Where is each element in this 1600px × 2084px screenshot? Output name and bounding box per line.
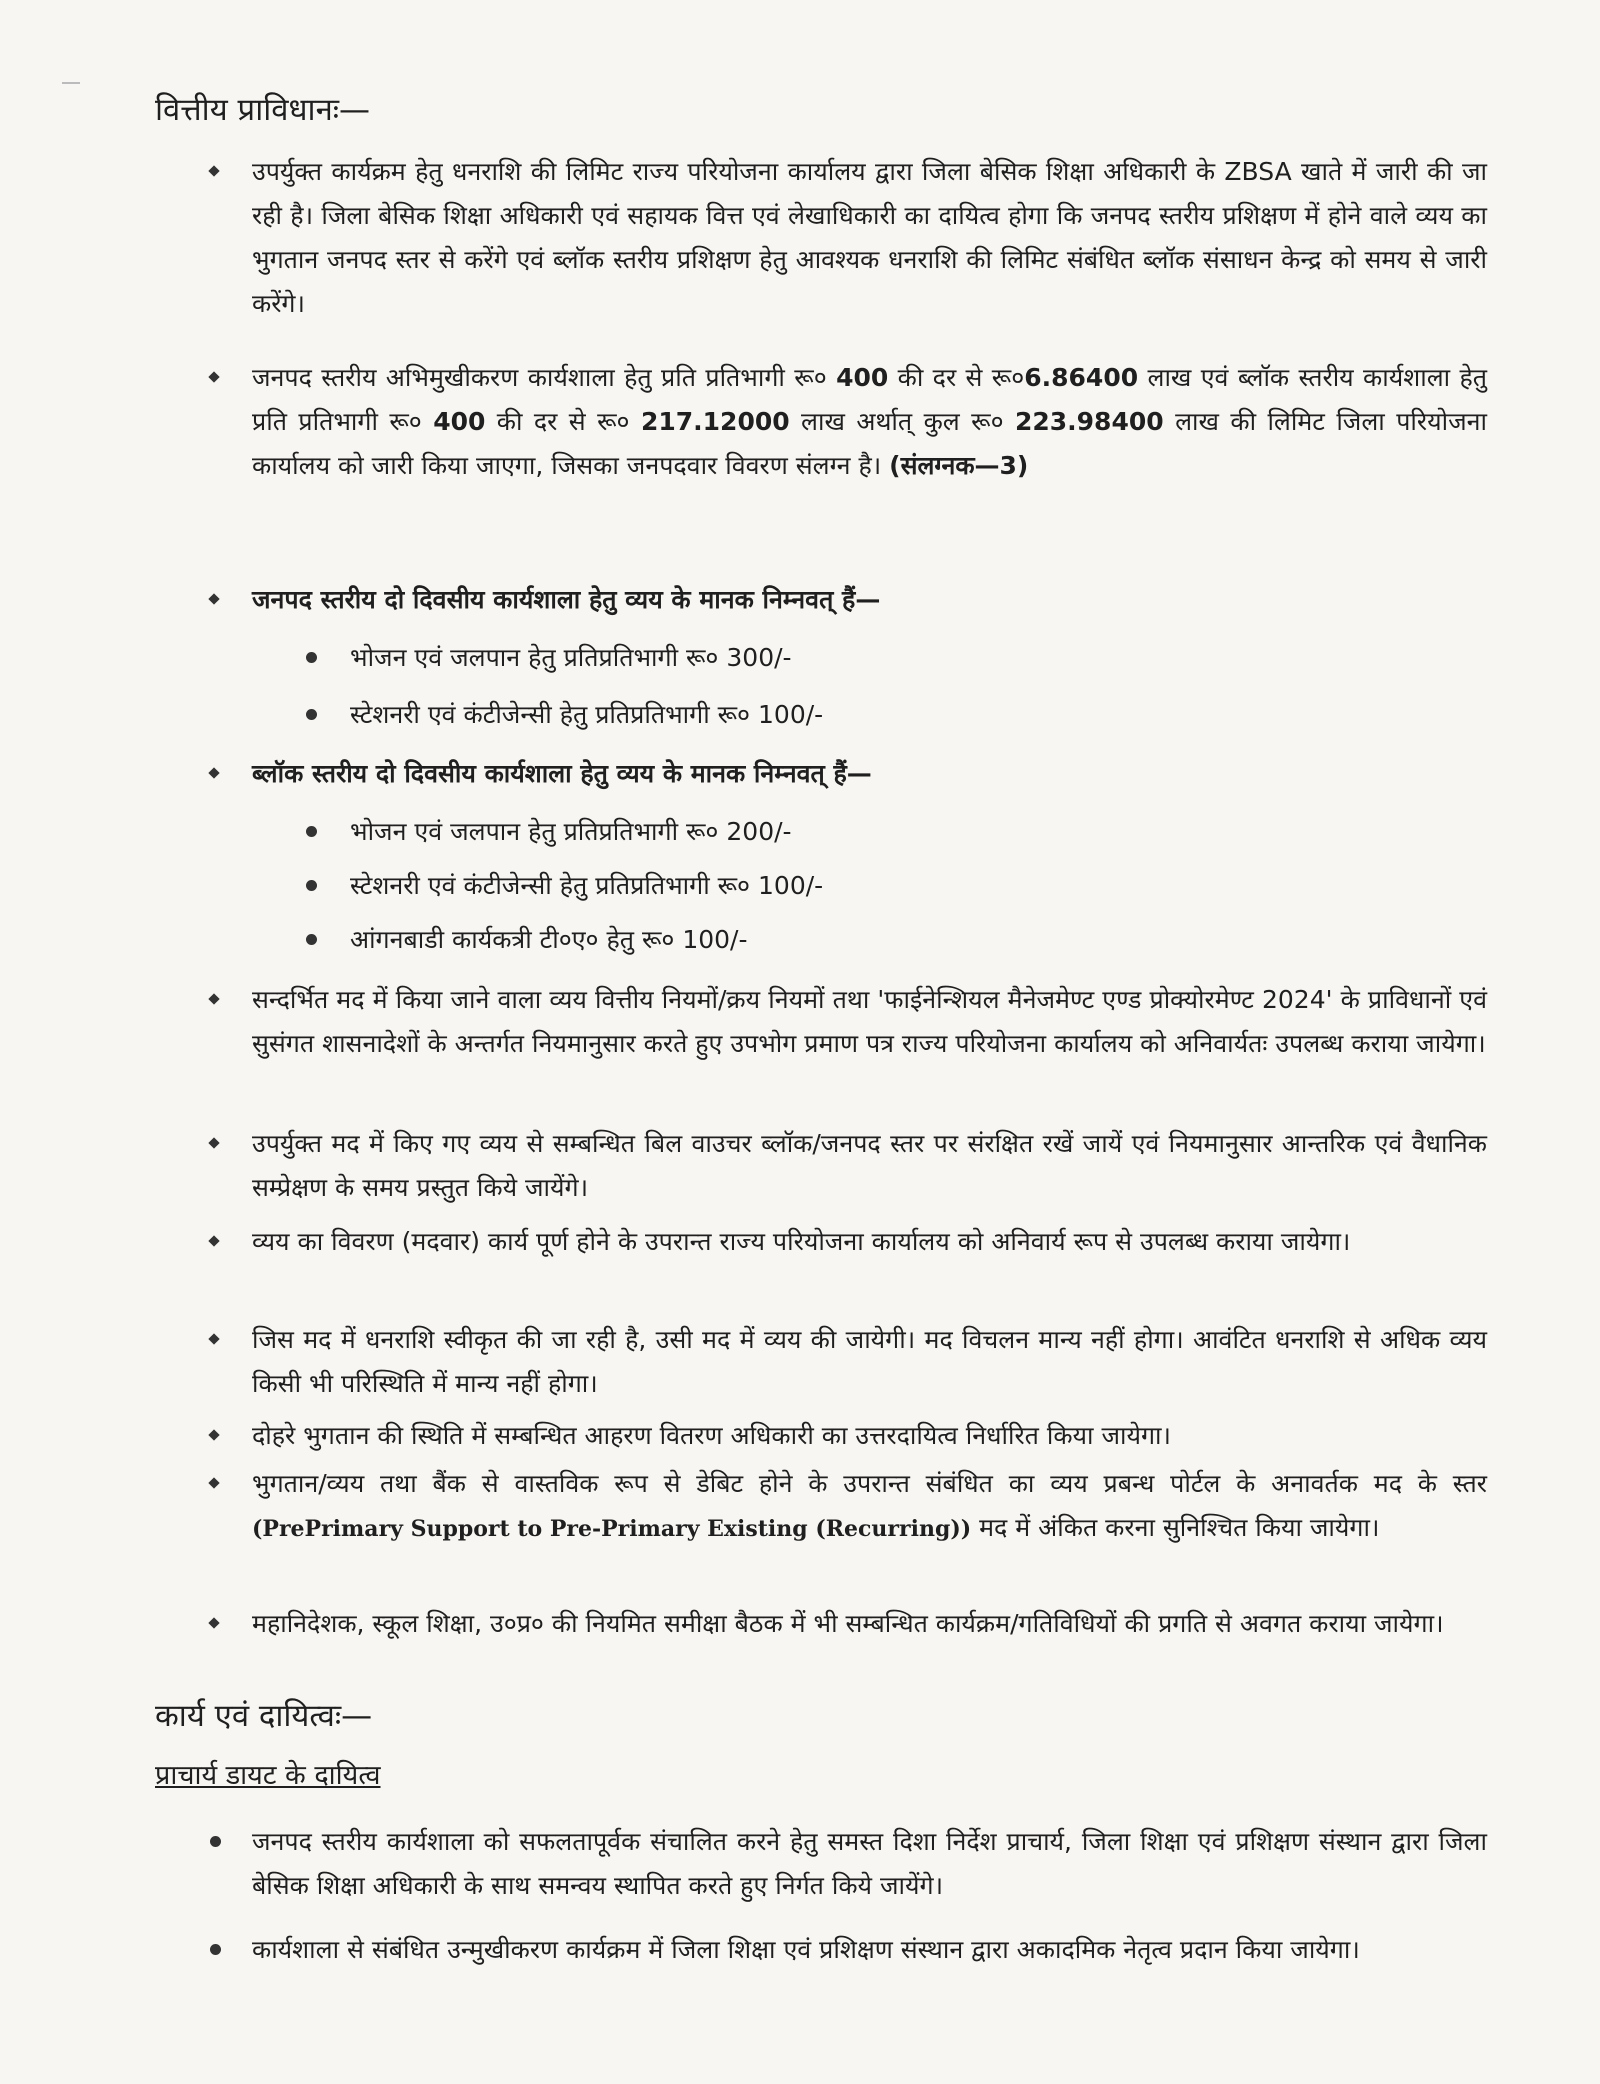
finance-point-8: भुगतान/व्यय तथा बैंक से वास्तविक रूप से डेबिट होने के उपरान्त संबंधित का व्यय प्रबन्ध पोर्टल के अनावर्तक मद के स्तर (PrePrimary Support to Pre-Primary Existing (Recurring)) मद में अंकित करना सुनिश्चित किया जायेगा। bbox=[252, 1462, 1487, 1551]
bullet-diamond-icon bbox=[208, 1429, 219, 1440]
finance-point-1 bbox=[252, 150, 1487, 326]
bullet-diamond-icon bbox=[208, 593, 219, 604]
finance-point-4: उपर्युक्त मद में किए गए व्यय से सम्बन्धित बिल वाउचर ब्लॉक/जनपद स्तर पर संरक्षित रखें जायें एवं नियमानुसार आन्तरिक एवं वैधानिक सम्प्रेक्षण के समय प्रस्तुत किये जायेंगे। bbox=[252, 1122, 1487, 1210]
finance-point-6: जिस मद में धनराशि स्वीकृत की जा रही है, उसी मद में व्यय की जायेगी। मद विचलन मान्य नहीं होगा। आवंटित धनराशि से अधिक व्यय किसी भी परिस्थिति में मान्य नहीं होगा। bbox=[252, 1318, 1487, 1406]
bullet-dot-icon bbox=[306, 934, 317, 945]
block-norms-text: ब्लॉक स्तरीय दो दिवसीय कार्यशाला हेतु व्यय के मानक निम्नवत् हैं— bbox=[252, 759, 872, 788]
bullet-diamond-icon bbox=[208, 1617, 219, 1628]
block-item-2: स्टेशनरी एवं कंटीजेन्सी हेतु प्रतिप्रतिभागी रू० 100/- bbox=[350, 864, 1450, 908]
bullet-diamond-icon bbox=[208, 165, 219, 176]
principal-point-2: कार्यशाला से संबंधित उन्मुखीकरण कार्यक्रम में जिला शिक्षा एवं प्रशिक्षण संस्थान द्वारा अकादमिक नेतृत्व प्रदान किया जायेगा। bbox=[252, 1928, 1487, 1972]
margin-mark bbox=[62, 82, 80, 84]
finance-point-2-text: जनपद स्तरीय अभिमुखीकरण कार्यशाला हेतु प्रति प्रतिभागी रू० 400 की दर से रू०6.86400 लाख एवं ब्लॉक स्तरीय कार्यशाला हेतु प्रति प्रतिभागी रू० 400 की दर से रू० 217.12000 लाख अर्थात् कुल रू० 223.98400 लाख की लिमिट जिला परियोजना कार्यालय को जारी किया जाएगा, जिसका जनपदवार विवरण संलग्न है। (संलग्नक—3) bbox=[252, 363, 1488, 480]
bullet-dot-icon bbox=[306, 652, 317, 663]
principal-point-1: जनपद स्तरीय कार्यशाला को सफलतापूर्वक संचालित करने हेतु समस्त दिशा निर्देश प्राचार्य, जिला शिक्षा एवं प्रशिक्षण संस्थान द्वारा जिला बेसिक शिक्षा अधिकारी के साथ समन्वय स्थापित करते हुए निर्गत किये जायेंगे। bbox=[252, 1820, 1487, 1908]
finance-point-3: सन्दर्भित मद में किया जाने वाला व्यय वित्तीय नियमों/क्रय नियमों तथा 'फाईनेन्शियल मैनेजमेण्ट एण्ड प्रोक्योरमेण्ट 2024' के प्राविधानों एवं सुसंगत शासनादेशों के अन्तर्गत नियमानुसार करते हुए उपभोग प्रमाण पत्र राज्य परियोजना कार्यालय को अनिवार्यतः उपलब्ध कराया जायेगा। bbox=[252, 978, 1487, 1066]
bullet-dot-icon bbox=[210, 1944, 221, 1955]
finance-heading: वित्तीय प्राविधानः— bbox=[155, 92, 371, 128]
block-item-1: भोजन एवं जलपान हेतु प्रतिप्रतिभागी रू० 200/- bbox=[350, 810, 1450, 854]
bullet-diamond-icon bbox=[208, 1477, 219, 1488]
bullet-diamond-icon bbox=[208, 371, 219, 382]
duties-heading: कार्य एवं दायित्वः— bbox=[155, 1698, 373, 1734]
bullet-diamond-icon bbox=[208, 993, 219, 1004]
bullet-diamond-icon bbox=[208, 1137, 219, 1148]
district-item-1: भोजन एवं जलपान हेतु प्रतिप्रतिभागी रू० 300/- bbox=[350, 636, 1450, 680]
finance-point-9: महानिदेशक, स्कूल शिक्षा, उ०प्र० की नियमित समीक्षा बैठक में भी सम्बन्धित कार्यक्रम/गतिविधियों की प्रगति से अवगत कराया जायेगा। bbox=[252, 1602, 1487, 1646]
finance-point-2 bbox=[252, 356, 1487, 488]
finance-point-1-text: उपर्युक्त कार्यक्रम हेतु धनराशि की लिमिट राज्य परियोजना कार्यालय द्वारा जिला बेसिक शिक्षा अधिकारी के ZBSA खाते में जारी की जा रही है। जिला बेसिक शिक्षा अधिकारी एवं सहायक वित्त एवं लेखाधिकारी का दायित्व होगा कि जनपद स्तरीय प्रशिक्षण में होने वाले व्यय का भुगतान जनपद स्तर से करेंगे एवं ब्लॉक स्तरीय प्रशिक्षण हेतु आवश्यक धनराशि की लिमिट संबंधित ब्लॉक संसाधन केन्द्र को समय से जारी करेंगे। bbox=[252, 157, 1487, 318]
bullet-diamond-icon bbox=[208, 1235, 219, 1246]
bullet-dot-icon bbox=[306, 709, 317, 720]
bullet-dot-icon bbox=[306, 880, 317, 891]
finance-point-5: व्यय का विवरण (मदवार) कार्य पूर्ण होने के उपरान्त राज्य परियोजना कार्यालय को अनिवार्य रूप से उपलब्ध कराया जायेगा। bbox=[252, 1220, 1487, 1264]
block-norms-heading bbox=[252, 752, 1487, 796]
bullet-dot-icon bbox=[210, 1836, 221, 1847]
bullet-diamond-icon bbox=[208, 1333, 219, 1344]
principal-heading: प्राचार्य डायट के दायित्व bbox=[155, 1760, 381, 1791]
district-norms-heading bbox=[252, 578, 1487, 622]
finance-point-7: दोहरे भुगतान की स्थिति में सम्बन्धित आहरण वितरण अधिकारी का उत्तरदायित्व निर्धारित किया जायेगा। bbox=[252, 1414, 1487, 1458]
district-item-2: स्टेशनरी एवं कंटीजेन्सी हेतु प्रतिप्रतिभागी रू० 100/- bbox=[350, 693, 1450, 737]
block-item-3: आंगनबाडी कार्यकत्री टी०ए० हेतु रू० 100/- bbox=[350, 918, 1450, 962]
bullet-diamond-icon bbox=[208, 767, 219, 778]
district-norms-text: जनपद स्तरीय दो दिवसीय कार्यशाला हेतु व्यय के मानक निम्नवत् हैं— bbox=[252, 585, 881, 614]
bullet-dot-icon bbox=[306, 826, 317, 837]
